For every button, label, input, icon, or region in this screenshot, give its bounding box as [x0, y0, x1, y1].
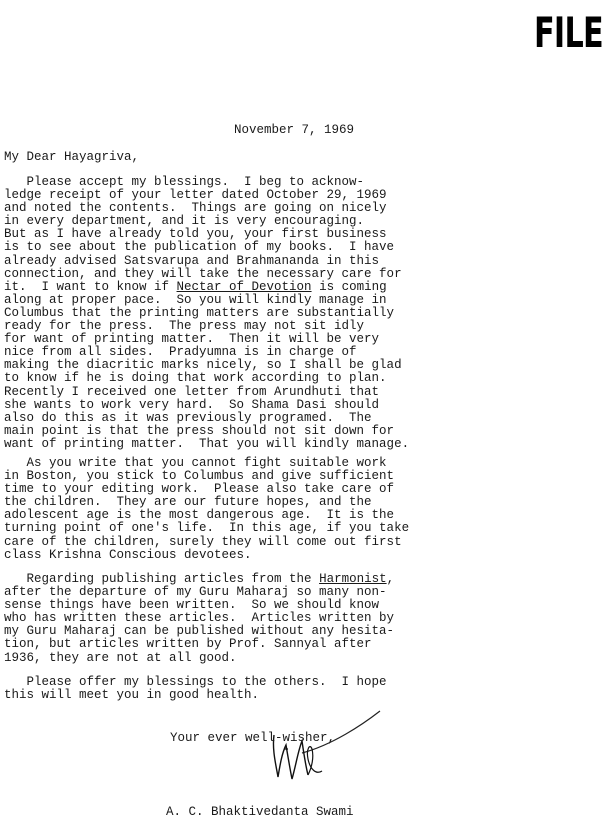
text-line: turning point of one's life. In this age, if you take [4, 521, 410, 536]
paragraph-1 [4, 176, 604, 451]
text-line: But as I have already told you, your first business [4, 227, 387, 242]
text-line: the children. They are our future hopes, and the [4, 495, 372, 510]
text-line: Please accept my blessings. I beg to acknow- [4, 175, 365, 189]
text-line: already advised Satsvarupa and Brahmananda in this [4, 253, 380, 268]
text-line: class Krishna Conscious devotees. [4, 547, 252, 562]
text-line: to know if he is doing that work according to plan. [4, 371, 387, 386]
text-line: in Boston, you stick to Columbus and give sufficient [4, 469, 395, 484]
text-line: Recently I received one letter from Arundhuti that [4, 384, 380, 399]
text-line: it. I want to know if Nectar of Devotion is coming [4, 279, 387, 294]
underlined-title: Nectar of Devotion [176, 279, 312, 294]
text-line: also do this as it was previously programed. The [4, 410, 372, 425]
text-line: Please offer my blessings to the others. I hope [4, 675, 387, 689]
text-line: adolescent age is the most dangerous age. It is the [4, 508, 395, 523]
salutation: My Dear Hayagriva, [4, 150, 140, 164]
text-line: connection, and they will take the necessary care for [4, 266, 402, 281]
text-line: tion, but articles written by Prof. Sannyal after [4, 637, 372, 652]
handwritten-signature [262, 705, 392, 785]
text-line: she wants to work very hard. So Shama Dasi should [4, 397, 380, 412]
text-line: want of printing matter. That you will kindly manage. [4, 436, 410, 451]
text-line: my Guru Maharaj can be published without any hesita- [4, 624, 395, 639]
text-line: time to your editing work. Please also take care of [4, 482, 395, 497]
paragraph-2 [4, 457, 604, 562]
text-line: is to see about the publication of my books. I have [4, 240, 395, 255]
file-stamp: FILE [534, 8, 603, 57]
text-line: Regarding publishing articles from the Harmonist, [4, 572, 395, 586]
text-line: Columbus that the printing matters are substantially [4, 305, 395, 320]
text-line: after the departure of my Guru Maharaj so many non- [4, 585, 387, 600]
paragraph-4 [4, 676, 604, 702]
underlined-title: Harmonist [319, 572, 387, 586]
text-line: As you write that you cannot fight suitable work [4, 456, 387, 470]
text-line: sense things have been written. So we should know [4, 598, 380, 613]
closing-line: Your ever well-wisher, [170, 731, 336, 745]
text-line: main point is that the press should not sit down for [4, 423, 395, 438]
text-line: ready for the press. The press may not sit idly [4, 319, 365, 334]
text-line: who has written these articles. Articles written by [4, 611, 395, 626]
letter-date: November 7, 1969 [234, 123, 355, 137]
signer-name: A. C. Bhaktivedanta Swami [166, 805, 354, 819]
text-line: and noted the contents. Things are going on nicely [4, 201, 387, 216]
text-line: 1936, they are not at all good. [4, 650, 237, 665]
text-line: making the diacritic marks nicely, so I shall be glad [4, 358, 402, 373]
text-line: this will meet you in good health. [4, 688, 260, 703]
paragraph-3 [4, 573, 604, 665]
text-line: along at proper pace. So you will kindly manage in [4, 292, 387, 307]
text-line: ledge receipt of your letter dated October 29, 1969 [4, 188, 387, 203]
text-line: nice from all sides. Pradyumna is in charge of [4, 345, 357, 360]
text-line: for want of printing matter. Then it will be very [4, 332, 380, 347]
text-line: in every department, and it is very encouraging. [4, 214, 365, 229]
text-line: care of the children, surely they will come out first [4, 534, 402, 549]
